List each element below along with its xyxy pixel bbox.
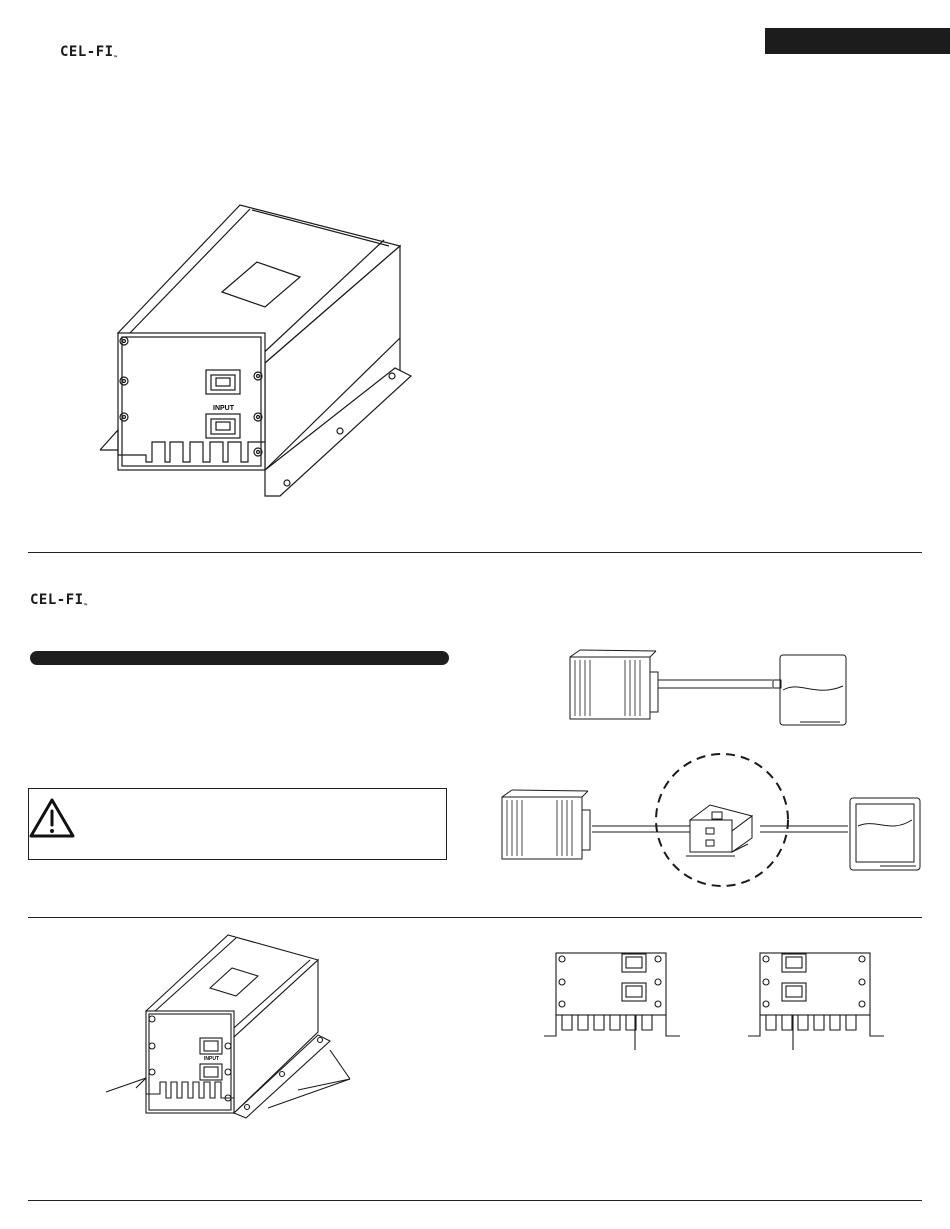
logo-text-2: CEL-FI (30, 592, 84, 608)
logo-tm-2: ™ (83, 602, 88, 610)
input-label-small: INPUT (204, 1056, 219, 1062)
section-divider-3 (28, 1200, 922, 1201)
logo-text: CEL-FI (60, 44, 114, 60)
logo-tm: ™ (113, 54, 118, 62)
front-panel-right (748, 953, 884, 1050)
input-label-large: INPUT (213, 405, 234, 412)
front-panel-left (544, 953, 680, 1050)
